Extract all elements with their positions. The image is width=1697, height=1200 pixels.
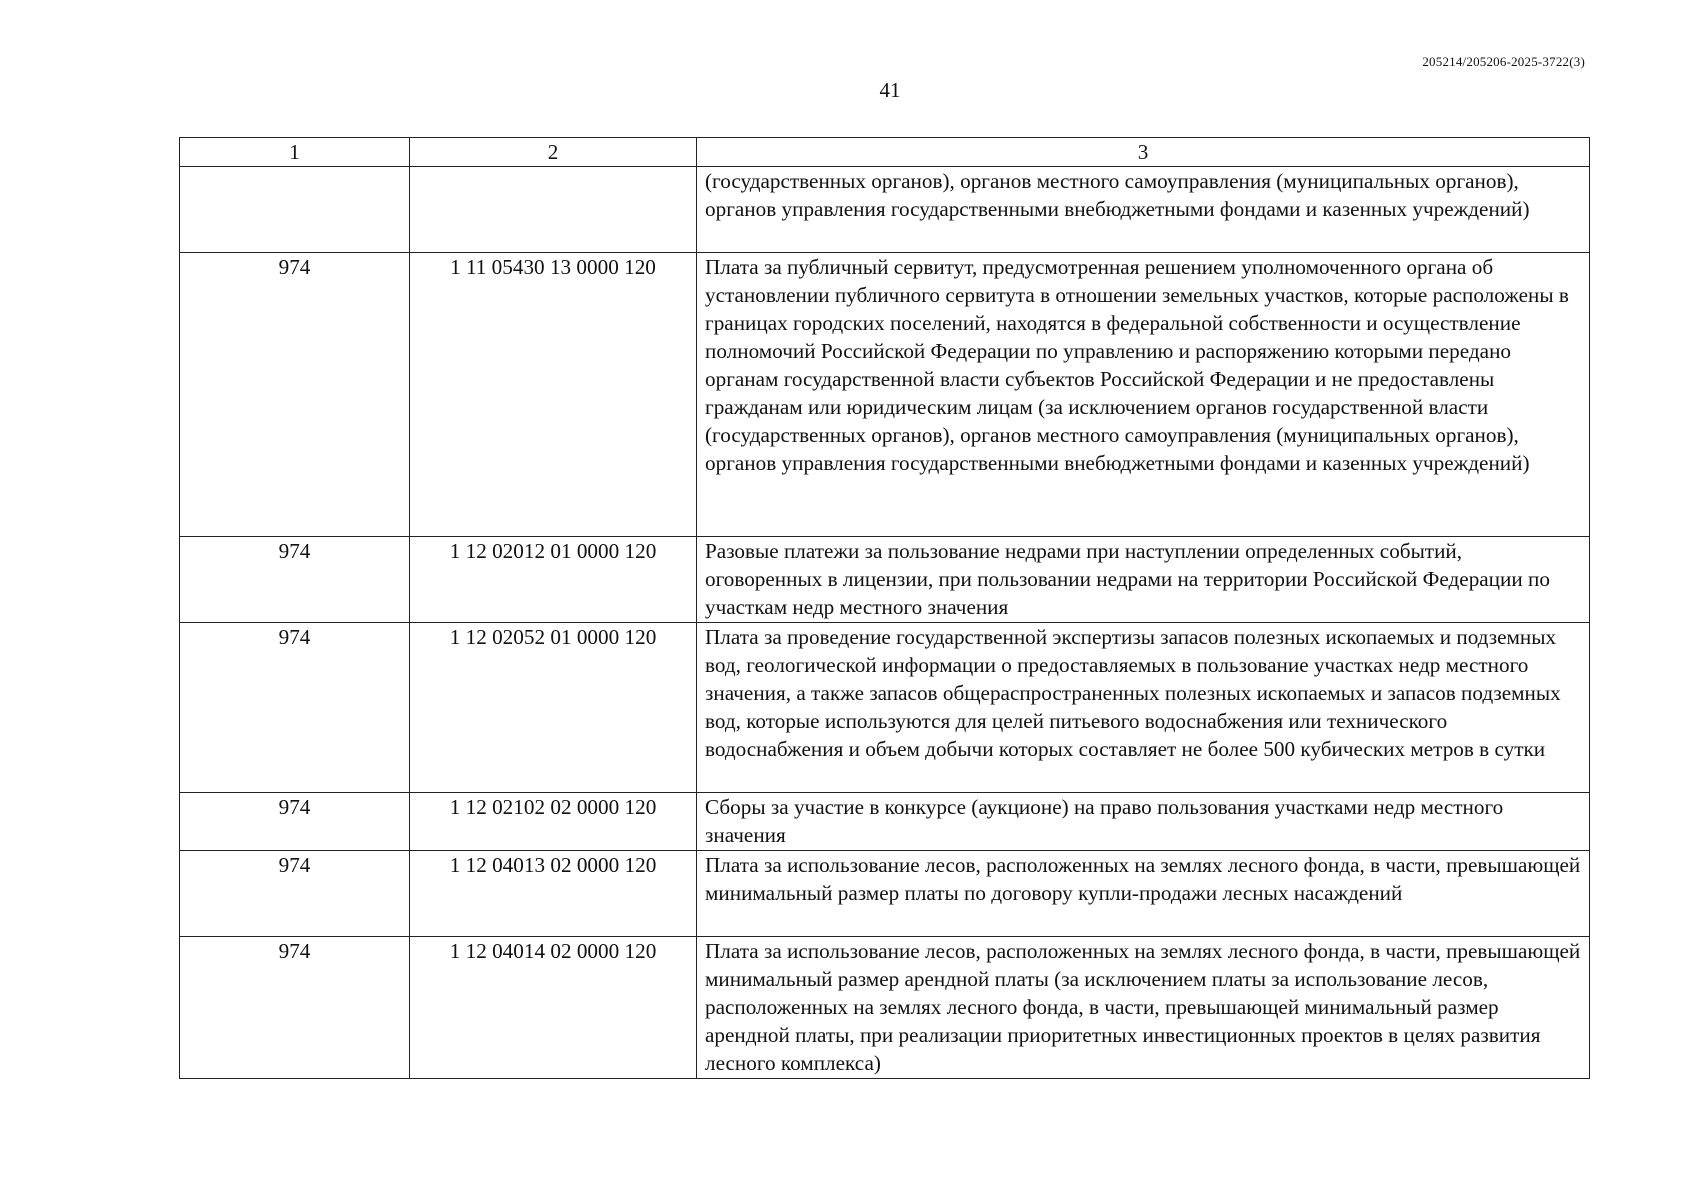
- table-row: [180, 537, 1590, 623]
- budget-code-cell: 1 12 04013 02 0000 120: [410, 851, 697, 937]
- income-name-cell: Разовые платежи за пользование недрами при наступлении определенных событий, оговоренных в лицензии, при пользовании недрами на территории Российской Федерации по участкам недр местного значения: [697, 537, 1590, 623]
- admin-code-cell: 974: [180, 851, 410, 937]
- document-id: 205214/205206-2025-3722(3): [1422, 54, 1585, 69]
- column-header-2: 2: [410, 138, 697, 167]
- budget-code-cell: 1 12 02102 02 0000 120: [410, 793, 697, 851]
- budget-code-cell: [410, 167, 697, 253]
- table-header-row: [180, 138, 1590, 167]
- table-row: [180, 937, 1590, 1079]
- income-name-cell: Плата за использование лесов, расположенных на землях лесного фонда, в части, превышающей минимальный размер арендной платы (за исключением платы за использование лесов, расположенных на землях лесного фонда, в части, превышающей минимальный размер арендной платы, при реализации приоритетных инвестиционных проектов в целях развития лесного комплекса): [697, 937, 1590, 1079]
- budget-code-cell: 1 11 05430 13 0000 120: [410, 253, 697, 537]
- income-name-cell: Плата за публичный сервитут, предусмотренная решением уполномоченного органа об установлении публичного сервитута в отношении земельных участков, которые расположены в границах городских поселений, находятся в федеральной собственности и осуществление полномочий Российской Федерации по управлению и распоряжению которыми передано органам государственной власти субъектов Российской Федерации и не предоставлены гражданам или юридическим лицам (за исключением органов государственной власти (государственных органов), органов местного самоуправления (муниципальных органов), органов управления государственными внебюджетными фондами и казенных учреждений): [697, 253, 1590, 537]
- admin-code-cell: 974: [180, 253, 410, 537]
- admin-code-cell: 974: [180, 537, 410, 623]
- income-name-cell: Плата за проведение государственной экспертизы запасов полезных ископаемых и подземных вод, геологической информации о предоставляемых в пользование участках недр местного значения, а также запасов общераспространенных полезных ископаемых и запасов подземных вод, которые используются для целей питьевого водоснабжения или технического водоснабжения и объем добычи которых составляет не более 500 кубических метров в сутки: [697, 623, 1590, 793]
- table-row: [180, 253, 1590, 537]
- income-name-cell: Плата за использование лесов, расположенных на землях лесного фонда, в части, превышающей минимальный размер платы по договору купли-продажи лесных насаждений: [697, 851, 1590, 937]
- column-header-1: 1: [180, 138, 410, 167]
- table-row: [180, 623, 1590, 793]
- admin-code-cell: [180, 167, 410, 253]
- column-header-3: 3: [697, 138, 1590, 167]
- revenue-codes-table: [179, 137, 1590, 1079]
- budget-code-cell: 1 12 04014 02 0000 120: [410, 937, 697, 1079]
- income-name-cell: (государственных органов), органов местного самоуправления (муниципальных органов), органов управления государственными внебюджетными фондами и казенных учреждений): [697, 167, 1590, 253]
- table-row: [180, 793, 1590, 851]
- admin-code-cell: 974: [180, 937, 410, 1079]
- admin-code-cell: 974: [180, 623, 410, 793]
- budget-code-cell: 1 12 02052 01 0000 120: [410, 623, 697, 793]
- income-name-cell: Сборы за участие в конкурсе (аукционе) на право пользования участками недр местного значения: [697, 793, 1590, 851]
- budget-code-cell: 1 12 02012 01 0000 120: [410, 537, 697, 623]
- admin-code-cell: 974: [180, 793, 410, 851]
- table-row: [180, 851, 1590, 937]
- page-number: 41: [879, 78, 901, 102]
- table-row: [180, 167, 1590, 253]
